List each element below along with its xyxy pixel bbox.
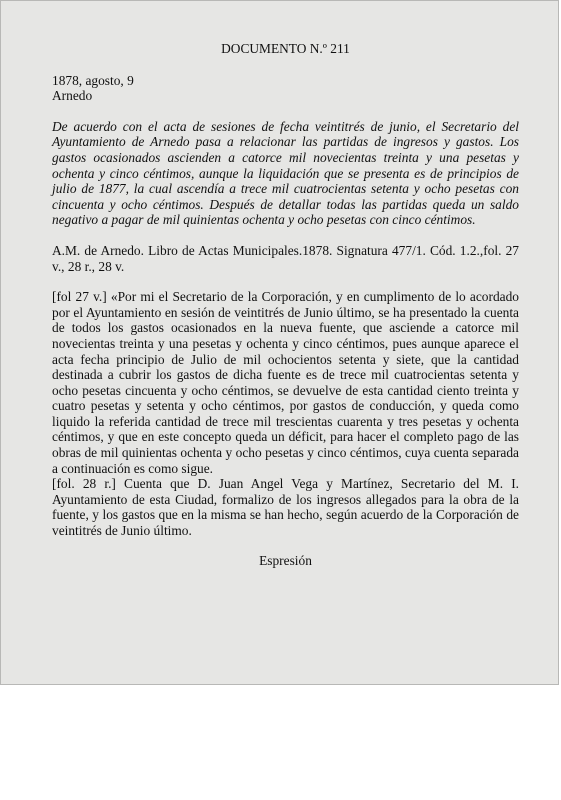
document-place: Arnedo xyxy=(52,88,93,104)
transcription-paragraph-fol27v: [fol 27 v.] «Por mi el Secretario de la Corporación, y en cumplimento de lo acordado por el Ayuntamiento en sesión de veintitrés de Junio último, se ha presentado la cuenta de todos los gastos ocasionados en la nueva fuente, que asciende a catorce mil novecientas treinta y una pesetas y ochenta y cinco céntimos, pues aunque aparece el acta fecha principio de Julio de mil ochocientos setenta y siete, que la cantidad destinada a cubrir los gastos de dicha fuente es de trece mil cuatrocientas setenta y ocho pesetas cincuenta y ocho céntimos, se devuelve de esta cantidad ciento treinta y cuatro pesetas y setenta y ocho céntimos, por gastos de conducción, y queda como liquido la referida cantidad de trece mil trescientas cuarenta y tres pesetas y ochenta céntimos, y que en este concepto queda un déficit, para hacer el completo pago de las obras de mil quinientas ochenta y ocho pesetas y cinco céntimos, cuya cuenta separada a continuación es como sigue. xyxy=(52,289,519,476)
document-date: 1878, agosto, 9 xyxy=(52,72,134,88)
document-title: DOCUMENTO N.º 211 xyxy=(221,41,350,56)
document-body xyxy=(52,41,519,568)
document-header xyxy=(52,73,519,104)
section-heading-espresion: Espresión xyxy=(259,552,312,568)
transcription-paragraph-fol28r: [fol. 28 r.] Cuenta que D. Juan Angel Vega y Martínez, Secretario del M. I. Ayuntamiento de esta Ciudad, formalizo de los ingresos allegados para la obra de la fuente, y los gastos que en la misma se han hecho, según acuerdo de la Corporación de veintitrés de Junio último. xyxy=(52,476,519,539)
archive-reference: A.M. de Arnedo. Libro de Actas Municipales.1878. Signatura 477/1. Cód. 1.2.,fol. 27 v., 28 r., 28 v. xyxy=(52,242,519,274)
document-summary: De acuerdo con el acta de sesiones de fecha veintitrés de junio, el Secretario del Ayuntamiento de Arnedo pasa a relacionar las partidas de ingresos y gastos. Los gastos ocasionados ascienden a catorce mil novecientas treinta y una pesetas y ochenta y cinco céntimos, aunque la liquidación que se presenta es de principios de julio de 1877, la cual ascendía a trece mil cuatrocientas setenta y ocho pesetas con cincuenta y ocho céntimos. Después de detallar todas las partidas queda un saldo negativo a pagar de mil quinientas ochenta y ocho pesetas con cinco céntimos. xyxy=(52,118,519,228)
